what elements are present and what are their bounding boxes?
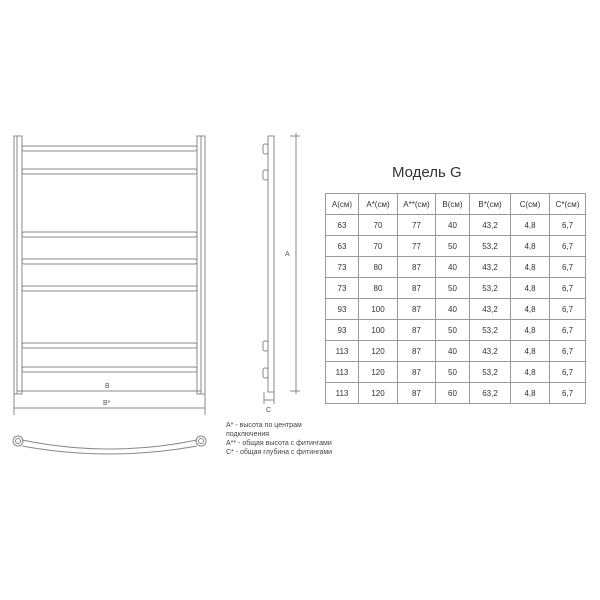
table-cell: 87 [398, 257, 436, 278]
table-cell: 6,7 [550, 383, 586, 404]
table-cell: 70 [359, 236, 398, 257]
table-cell: 80 [359, 257, 398, 278]
column-header: C*(см) [550, 194, 586, 215]
column-header: B*(см) [470, 194, 511, 215]
table-cell: 63 [326, 215, 359, 236]
table-cell: 60 [436, 383, 470, 404]
table-cell: 63 [326, 236, 359, 257]
crossbar [22, 367, 197, 372]
table-cell: 70 [359, 215, 398, 236]
table-cell: 40 [436, 341, 470, 362]
table-cell: 4,8 [511, 215, 550, 236]
table-cell: 93 [326, 320, 359, 341]
table-cell: 6,7 [550, 320, 586, 341]
table-cell: 50 [436, 362, 470, 383]
table-cell: 40 [436, 257, 470, 278]
table-cell: 113 [326, 362, 359, 383]
table-cell: 100 [359, 320, 398, 341]
top-view [13, 436, 206, 454]
table-cell: 40 [436, 299, 470, 320]
table-cell: 73 [326, 257, 359, 278]
table-cell: 93 [326, 299, 359, 320]
table-cell: 73 [326, 278, 359, 299]
table-cell: 50 [436, 236, 470, 257]
crossbar [22, 286, 197, 291]
crossbar [22, 146, 197, 151]
table-row [326, 278, 586, 299]
table-cell: 53,2 [470, 362, 511, 383]
table-cell: 4,8 [511, 278, 550, 299]
table-row [326, 320, 586, 341]
table-cell: 4,8 [511, 362, 550, 383]
table-header-row [326, 194, 586, 215]
table-cell: 4,8 [511, 320, 550, 341]
table-cell: 43,2 [470, 257, 511, 278]
table-cell: 40 [436, 215, 470, 236]
crossbar [22, 232, 197, 237]
dimension-notes [226, 421, 346, 457]
crossbar [22, 259, 197, 264]
table-cell: 50 [436, 278, 470, 299]
table-row [326, 362, 586, 383]
dimension-b-star-label: B* [103, 400, 111, 407]
table-cell: 120 [359, 383, 398, 404]
table-cell: 77 [398, 236, 436, 257]
dimension-c-label: C [266, 407, 272, 414]
table-cell: 4,8 [511, 236, 550, 257]
table-cell: 113 [326, 383, 359, 404]
table-cell: 6,7 [550, 362, 586, 383]
dimension-b-label: B [105, 383, 110, 390]
table-cell: 87 [398, 362, 436, 383]
table-cell: 53,2 [470, 320, 511, 341]
table-cell: 53,2 [470, 236, 511, 257]
column-header: A*(см) [359, 194, 398, 215]
table-cell: 120 [359, 341, 398, 362]
table-cell: 6,7 [550, 278, 586, 299]
table-cell: 120 [359, 362, 398, 383]
table-cell: 87 [398, 299, 436, 320]
table-cell: 4,8 [511, 341, 550, 362]
column-header: A**(см) [398, 194, 436, 215]
table-cell: 43,2 [470, 299, 511, 320]
crossbar [22, 169, 197, 174]
dimension-a-label: A [285, 251, 290, 258]
table-cell: 113 [326, 341, 359, 362]
table-cell: 4,8 [511, 383, 550, 404]
column-header: A(см) [326, 194, 359, 215]
table-row [326, 341, 586, 362]
column-header: B(см) [436, 194, 470, 215]
column-header: C(см) [511, 194, 550, 215]
table-cell: 87 [398, 278, 436, 299]
table-cell: 6,7 [550, 236, 586, 257]
note-a-double-star: A** - общая высота с фитингами [226, 440, 332, 447]
table-row [326, 257, 586, 278]
side-view [263, 133, 300, 404]
table-row [326, 215, 586, 236]
table-cell: 4,8 [511, 299, 550, 320]
table-cell: 87 [398, 383, 436, 404]
table-cell: 50 [436, 320, 470, 341]
table-row [326, 299, 586, 320]
note-a-star: A* - высота по центрам подключения [226, 422, 302, 438]
left-riser [14, 136, 22, 394]
table-cell: 4,8 [511, 257, 550, 278]
table-cell: 6,7 [550, 299, 586, 320]
table-row [326, 236, 586, 257]
table-cell: 53,2 [470, 278, 511, 299]
table-cell: 87 [398, 320, 436, 341]
front-view [14, 136, 205, 415]
crossbar [22, 343, 197, 348]
table-cell: 6,7 [550, 257, 586, 278]
model-title: Модель G [392, 164, 462, 181]
table-row [326, 383, 586, 404]
table-cell: 100 [359, 299, 398, 320]
table-cell: 87 [398, 341, 436, 362]
table-cell: 63,2 [470, 383, 511, 404]
table-cell: 43,2 [470, 215, 511, 236]
table-cell: 77 [398, 215, 436, 236]
crossbars [22, 146, 197, 372]
table-cell: 6,7 [550, 215, 586, 236]
table-cell: 6,7 [550, 341, 586, 362]
table-cell: 80 [359, 278, 398, 299]
table-cell: 43,2 [470, 341, 511, 362]
note-c-star: C* - общая глубина с фитингами [226, 449, 333, 456]
dimensions-table [325, 193, 586, 404]
